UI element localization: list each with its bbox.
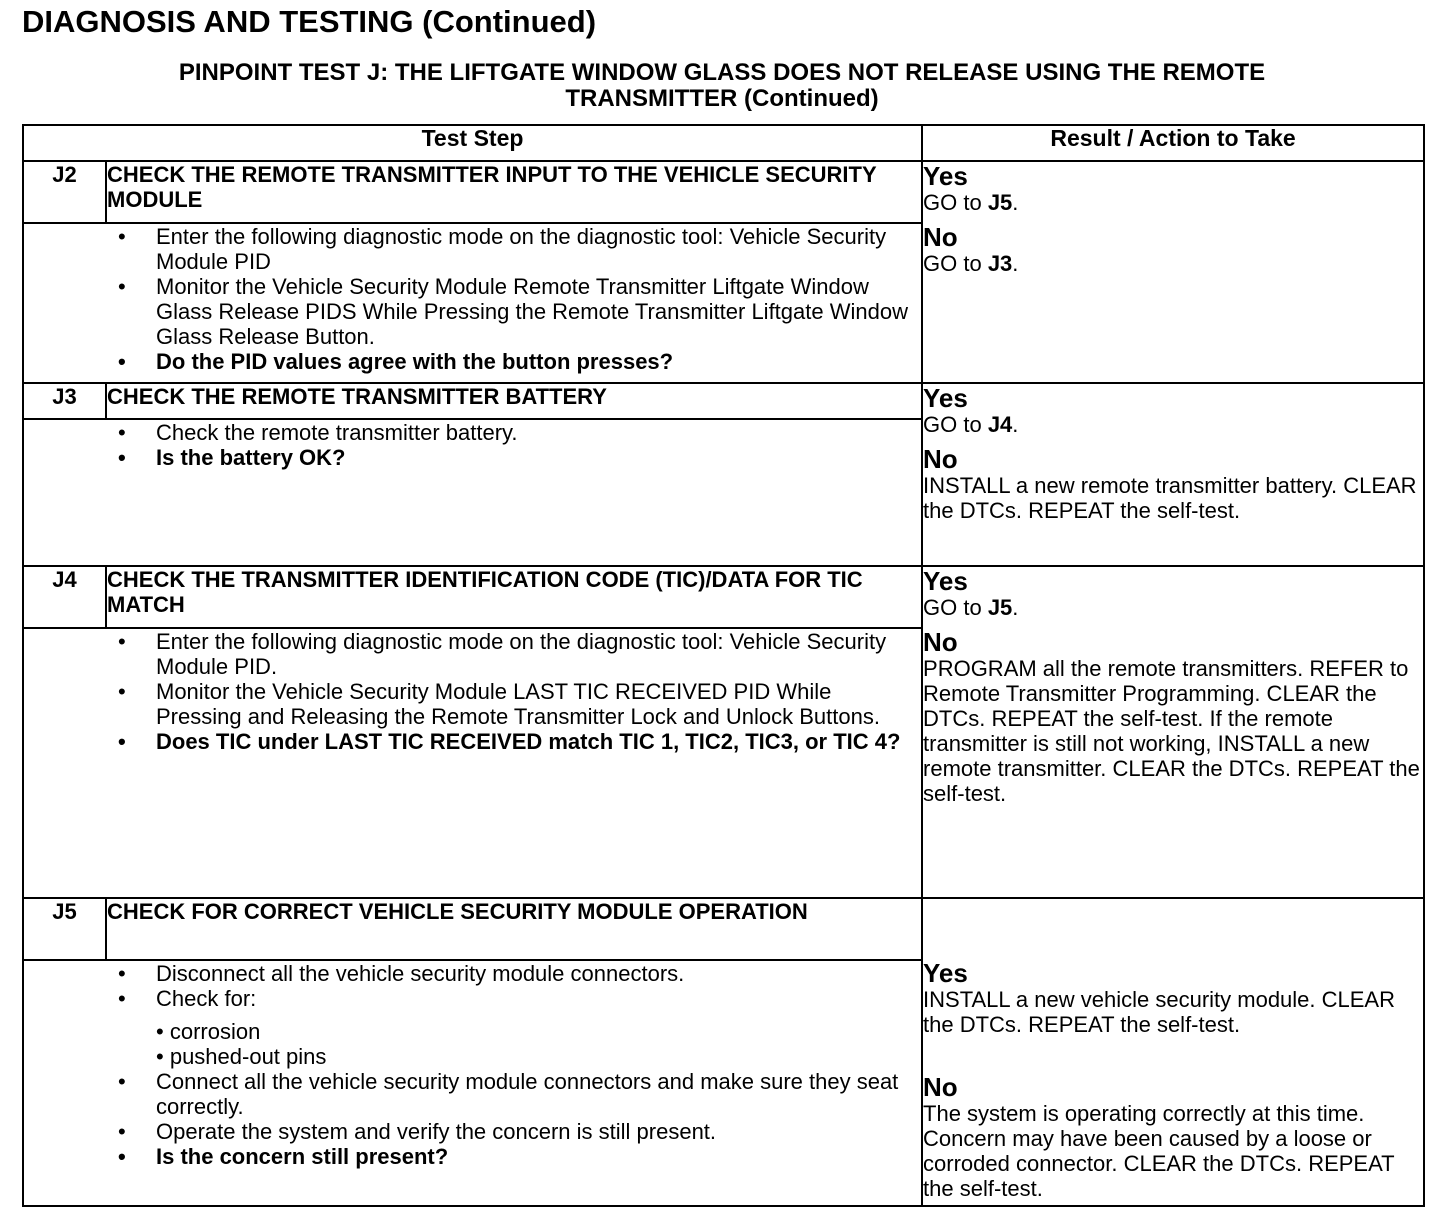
yes-text: GO to [923, 412, 988, 437]
step-body-j2 [23, 223, 922, 383]
result-j3 [922, 383, 1424, 566]
step-title-row-j2 [23, 161, 1424, 223]
list-item: • Enter the following diagnostic mode on the diagnostic tool: Vehicle Security Module PID [118, 224, 887, 274]
result-no-j2: No GO to J3. [923, 223, 1423, 276]
no-text: The system is operating correctly at this time. Concern may have been caused by a loose or corroded connector. CLEAR the DTCs. REPEAT the self-test. [923, 1101, 1395, 1201]
header-result: Result / Action to Take [922, 125, 1424, 161]
step-title-row-j3 [23, 383, 1424, 419]
table-header-row [23, 125, 1424, 161]
yes-ref: J5 [987, 190, 1013, 215]
page-title: DIAGNOSIS AND TESTING (Continued) [22, 4, 597, 39]
yes-ref: J4 [987, 412, 1013, 437]
step-title-row-j4 [23, 566, 1424, 628]
result-yes-j5 [923, 959, 1423, 1037]
step-question-j2: • Do the PID values agree with the button presses? [118, 349, 674, 374]
step-id-j2: J2 [23, 161, 106, 223]
check-for-sublist [156, 1019, 921, 1069]
list-item: • Disconnect all the vehicle security module connectors. [118, 961, 685, 986]
yes-ref: J5 [987, 595, 1013, 620]
no-label: No [923, 627, 958, 657]
step-body-j4 [23, 628, 922, 898]
step-question-j5: • Is the concern still present? [118, 1144, 449, 1169]
no-text: GO to [923, 251, 988, 276]
no-text: PROGRAM all the remote transmitters. REFER to Remote Transmitter Programming. CLEAR the DTCs. REPEAT the self-test. If the remote transmitter is still not working, INSTALL a new remote transmitter. CLEAR the DTCs. REPEAT the self-test. [923, 656, 1420, 806]
result-j4 [922, 566, 1424, 898]
pinpoint-test-table [22, 124, 1425, 1207]
list-item: • Connect all the vehicle security module connectors and make sure they seat correctly. [118, 1069, 899, 1119]
list-item: • Operate the system and verify the concern is still present. [118, 1119, 717, 1144]
list-item: • Monitor the Vehicle Security Module LAST TIC RECEIVED PID While Pressing and Releasing the Remote Transmitter Lock and Unlock Buttons. [118, 679, 880, 729]
yes-label: Yes [923, 566, 968, 596]
test-title-line2: TRANSMITTER (Continued) [565, 85, 879, 112]
step-body-j3 [23, 419, 922, 566]
result-no-j4 [923, 628, 1423, 806]
test-title-line1: PINPOINT TEST J: THE LIFTGATE WINDOW GLASS DOES NOT RELEASE USING THE REMOTE [178, 59, 1266, 86]
step-body-j5 [23, 960, 922, 1206]
step-title-row-j5 [23, 898, 1424, 960]
result-yes-j2: Yes GO to J5. [923, 162, 1423, 215]
list-item: • Monitor the Vehicle Security Module Remote Transmitter Liftgate Window Glass Release PIDS While Pressing the Remote Transmitter Liftgate Window Glass Release Button. [118, 274, 908, 349]
yes-text: GO to [923, 190, 988, 215]
step-question-j3: • Is the battery OK? [118, 445, 346, 470]
step-id-j4: J4 [23, 566, 106, 628]
sub-list-item: • pushed-out pins [156, 1044, 327, 1069]
yes-label: Yes [923, 161, 968, 191]
result-j2 [922, 161, 1424, 383]
no-text: INSTALL a new remote transmitter battery. CLEAR the DTCs. REPEAT the self-test. [923, 473, 1417, 523]
step-title-j5: CHECK FOR CORRECT VEHICLE SECURITY MODULE OPERATION [106, 898, 922, 960]
result-yes-j3: Yes GO to J4. [923, 384, 1423, 437]
list-item: • Check for: • corrosion • pushed-out pins [24, 986, 921, 1069]
step-question-j4: • Does TIC under LAST TIC RECEIVED match TIC 1, TIC2, TIC3, or TIC 4? [118, 729, 901, 754]
yes-text: INSTALL a new vehicle security module. CLEAR the DTCs. REPEAT the self-test. [923, 987, 1395, 1037]
step-id-j3: J3 [23, 383, 106, 419]
step-id-j5: J5 [23, 898, 106, 960]
pinpoint-test-title [22, 60, 1422, 112]
result-no-j3 [923, 445, 1423, 523]
no-label: No [923, 444, 958, 474]
list-item: • Enter the following diagnostic mode on the diagnostic tool: Vehicle Security Module PID. [118, 629, 887, 679]
list-item: • Check the remote transmitter battery. [118, 420, 518, 445]
header-test-step: Test Step [23, 125, 922, 161]
sub-list-item: • corrosion [156, 1019, 261, 1044]
no-label: No [923, 1072, 958, 1102]
step-title-j3: CHECK THE REMOTE TRANSMITTER BATTERY [106, 383, 922, 419]
result-no-j5 [923, 1073, 1423, 1201]
no-ref: J3 [987, 251, 1013, 276]
no-label: No [923, 222, 958, 252]
yes-label: Yes [923, 958, 968, 988]
step-title-j4: CHECK THE TRANSMITTER IDENTIFICATION CODE (TIC)/DATA FOR TIC MATCH [106, 566, 922, 628]
yes-text: GO to [923, 595, 988, 620]
result-yes-j4: Yes GO to J5. [923, 567, 1423, 620]
result-j5 [922, 898, 1424, 1206]
step-title-j2: CHECK THE REMOTE TRANSMITTER INPUT TO THE VEHICLE SECURITY MODULE [106, 161, 922, 223]
yes-label: Yes [923, 383, 968, 413]
